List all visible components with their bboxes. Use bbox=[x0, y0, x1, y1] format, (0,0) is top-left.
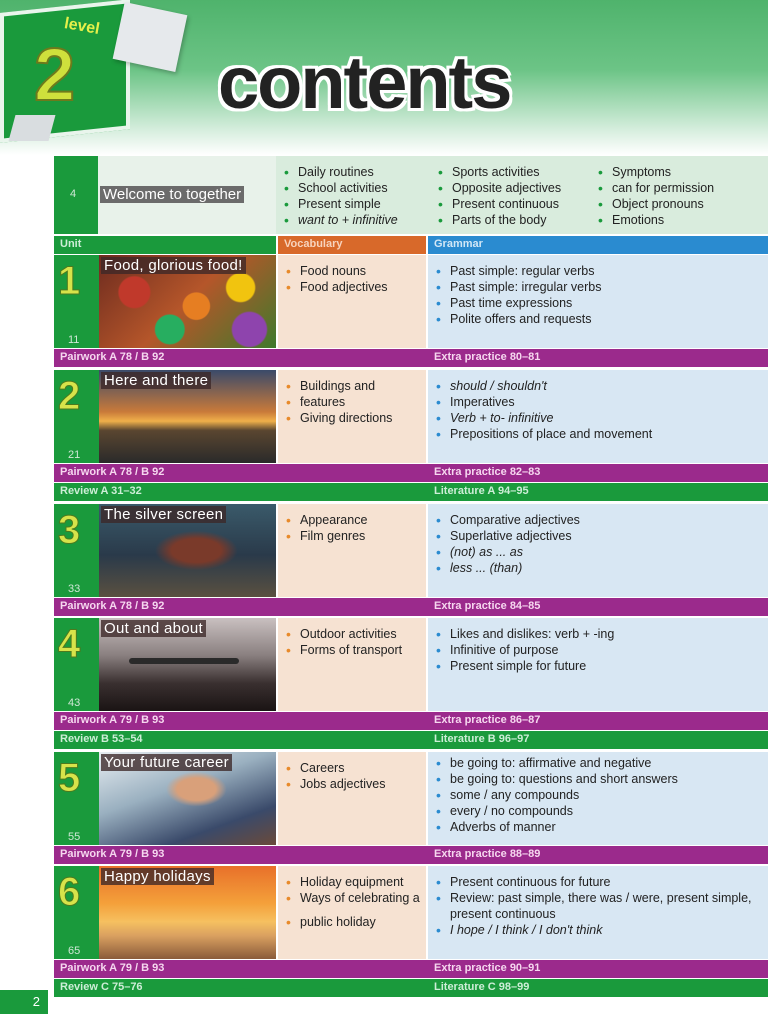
welcome-col2 bbox=[430, 156, 590, 228]
list-item: • Daily routines bbox=[284, 164, 436, 180]
extra-practice-label: Extra practice 88–89 bbox=[434, 848, 541, 860]
extra-practice-label: Extra practice 86–87 bbox=[434, 714, 541, 726]
list-item: • Review: past simple, there was / were, present simple, present continuous bbox=[436, 890, 768, 922]
list-item: • be going to: questions and short answers bbox=[436, 771, 768, 787]
list-item: • Likes and dislikes: verb + -ing bbox=[436, 626, 768, 642]
header-grammar: Grammar bbox=[434, 238, 483, 250]
unit-page: 43 bbox=[68, 697, 81, 709]
airplane-icon bbox=[129, 658, 239, 664]
list-item: • Verb + to- infinitive bbox=[436, 410, 768, 426]
column-headers bbox=[54, 236, 768, 254]
extra-practice-label: Extra practice 90–91 bbox=[434, 962, 541, 974]
holiday-photo bbox=[99, 866, 276, 959]
grammar-list bbox=[428, 504, 768, 576]
level-number: 2 bbox=[34, 33, 76, 116]
list-item: • should / shouldn't bbox=[436, 378, 768, 394]
list-item: • School activities bbox=[284, 180, 436, 196]
list-item: • Symptoms bbox=[598, 164, 760, 180]
welcome-col1 bbox=[276, 156, 436, 228]
header-vocabulary: Vocabulary bbox=[284, 238, 343, 250]
list-item: • Giving directions bbox=[286, 410, 426, 426]
list-item: • Film genres bbox=[286, 528, 426, 544]
unit-3 bbox=[54, 504, 768, 619]
list-item: • Adverbs of manner bbox=[436, 819, 768, 835]
list-item: • Infinitive of purpose bbox=[436, 642, 768, 658]
unit-1 bbox=[54, 255, 768, 370]
vocabulary-list bbox=[278, 618, 426, 658]
list-item: • Food nouns bbox=[286, 263, 426, 279]
extra-practice-label: Extra practice 80–81 bbox=[434, 351, 541, 363]
unit-page: 21 bbox=[68, 449, 81, 461]
airplane-photo bbox=[99, 618, 276, 711]
list-item: • Object pronouns bbox=[598, 196, 760, 212]
list-item: • Superlative adjectives bbox=[436, 528, 768, 544]
unit-number: 1 bbox=[58, 259, 81, 303]
list-item: • Polite offers and requests bbox=[436, 311, 768, 327]
literature-label: Literature B 96–97 bbox=[434, 733, 530, 745]
unit-title: Here and there bbox=[101, 372, 211, 389]
page-number: 2 bbox=[0, 990, 48, 1014]
list-item: • Sports activities bbox=[438, 164, 590, 180]
list-item: • Holiday equipment bbox=[286, 874, 426, 890]
unit-2 bbox=[54, 370, 768, 502]
unit-number: 5 bbox=[58, 756, 81, 800]
list-item: • Imperatives bbox=[436, 394, 768, 410]
vocabulary-list bbox=[278, 504, 426, 544]
vocabulary-list bbox=[278, 866, 426, 930]
page-title: contents bbox=[218, 41, 511, 124]
list-item: • Opposite adjectives bbox=[438, 180, 590, 196]
vocabulary-list bbox=[278, 752, 426, 792]
grammar-list bbox=[428, 866, 768, 938]
film-photo bbox=[99, 504, 276, 597]
unit-5 bbox=[54, 752, 768, 867]
grammar-list bbox=[428, 752, 768, 835]
list-item: • Careers bbox=[286, 760, 426, 776]
food-photo bbox=[99, 255, 276, 348]
literature-label: Literature A 94–95 bbox=[434, 485, 529, 497]
list-item: • Present simple bbox=[284, 196, 436, 212]
list-item: • every / no compounds bbox=[436, 803, 768, 819]
list-item: • Emotions bbox=[598, 212, 760, 228]
list-item: • less ... (than) bbox=[436, 560, 768, 576]
review-label: Review B 53–54 bbox=[60, 733, 143, 745]
list-item: • Outdoor activities bbox=[286, 626, 426, 642]
list-item: • some / any compounds bbox=[436, 787, 768, 803]
review-label: Review C 75–76 bbox=[60, 981, 143, 993]
extra-practice-label: Extra practice 82–83 bbox=[434, 466, 541, 478]
unit-number: 2 bbox=[58, 374, 81, 418]
unit-number: 3 bbox=[58, 508, 81, 552]
list-item: • Past simple: irregular verbs bbox=[436, 279, 768, 295]
list-item: • Present continuous bbox=[438, 196, 590, 212]
bridge-photo bbox=[99, 370, 276, 463]
list-item: • be going to: affirmative and negative bbox=[436, 755, 768, 771]
unit-page: 55 bbox=[68, 831, 81, 843]
extra-practice-label: Extra practice 84–85 bbox=[434, 600, 541, 612]
welcome-page: 4 bbox=[70, 188, 77, 200]
list-item: • Prepositions of place and movement bbox=[436, 426, 768, 442]
unit-6 bbox=[54, 866, 768, 1000]
pairwork-label: Pairwork A 78 / B 92 bbox=[60, 600, 165, 612]
list-item: • Appearance bbox=[286, 512, 426, 528]
list-item: • want to + infinitive bbox=[284, 212, 436, 228]
unit-title: The silver screen bbox=[101, 506, 226, 523]
review-label: Review A 31–32 bbox=[60, 485, 142, 497]
list-item: • Buildings and bbox=[286, 378, 426, 394]
list-item: • Comparative adjectives bbox=[436, 512, 768, 528]
unit-number: 4 bbox=[58, 622, 81, 666]
pairwork-label: Pairwork A 79 / B 93 bbox=[60, 714, 165, 726]
list-item: • Present simple for future bbox=[436, 658, 768, 674]
level-label: level bbox=[62, 15, 101, 38]
vocabulary-list bbox=[278, 255, 426, 295]
unit-title: Your future career bbox=[101, 754, 232, 771]
list-item: • features bbox=[286, 394, 426, 410]
list-item: • Jobs adjectives bbox=[286, 776, 426, 792]
pairwork-label: Pairwork A 78 / B 92 bbox=[60, 351, 165, 363]
list-item: • Present continuous for future bbox=[436, 874, 768, 890]
list-item: • I hope / I think / I don't think bbox=[436, 922, 768, 938]
list-item: • (not) as ... as bbox=[436, 544, 768, 560]
pairwork-label: Pairwork A 79 / B 93 bbox=[60, 848, 165, 860]
literature-label: Literature C 98–99 bbox=[434, 981, 530, 993]
decorative-cube bbox=[9, 115, 56, 141]
pairwork-label: Pairwork A 78 / B 92 bbox=[60, 466, 165, 478]
welcome-title: Welcome to together bbox=[100, 186, 244, 203]
list-item: • public holiday bbox=[286, 914, 426, 930]
header-unit: Unit bbox=[60, 238, 82, 250]
unit-4 bbox=[54, 618, 768, 750]
list-item: • can for permission bbox=[598, 180, 760, 196]
unit-title: Out and about bbox=[101, 620, 206, 637]
list-item: • Parts of the body bbox=[438, 212, 590, 228]
unit-number: 6 bbox=[58, 870, 81, 914]
list-item: • Past simple: regular verbs bbox=[436, 263, 768, 279]
career-photo bbox=[99, 752, 276, 845]
unit-title: Happy holidays bbox=[101, 868, 214, 885]
vocabulary-list bbox=[278, 370, 426, 426]
list-item: • Past time expressions bbox=[436, 295, 768, 311]
grammar-list bbox=[428, 255, 768, 327]
unit-title: Food, glorious food! bbox=[101, 257, 246, 274]
unit-page: 33 bbox=[68, 583, 81, 595]
welcome-col3 bbox=[590, 156, 760, 228]
list-item: • Forms of transport bbox=[286, 642, 426, 658]
welcome-row bbox=[54, 156, 768, 234]
unit-page: 65 bbox=[68, 945, 81, 957]
list-item: • Ways of celebrating a bbox=[286, 890, 426, 906]
pairwork-label: Pairwork A 79 / B 93 bbox=[60, 962, 165, 974]
unit-page: 11 bbox=[68, 334, 80, 346]
grammar-list bbox=[428, 370, 768, 442]
grammar-list bbox=[428, 618, 768, 674]
list-item: • Food adjectives bbox=[286, 279, 426, 295]
